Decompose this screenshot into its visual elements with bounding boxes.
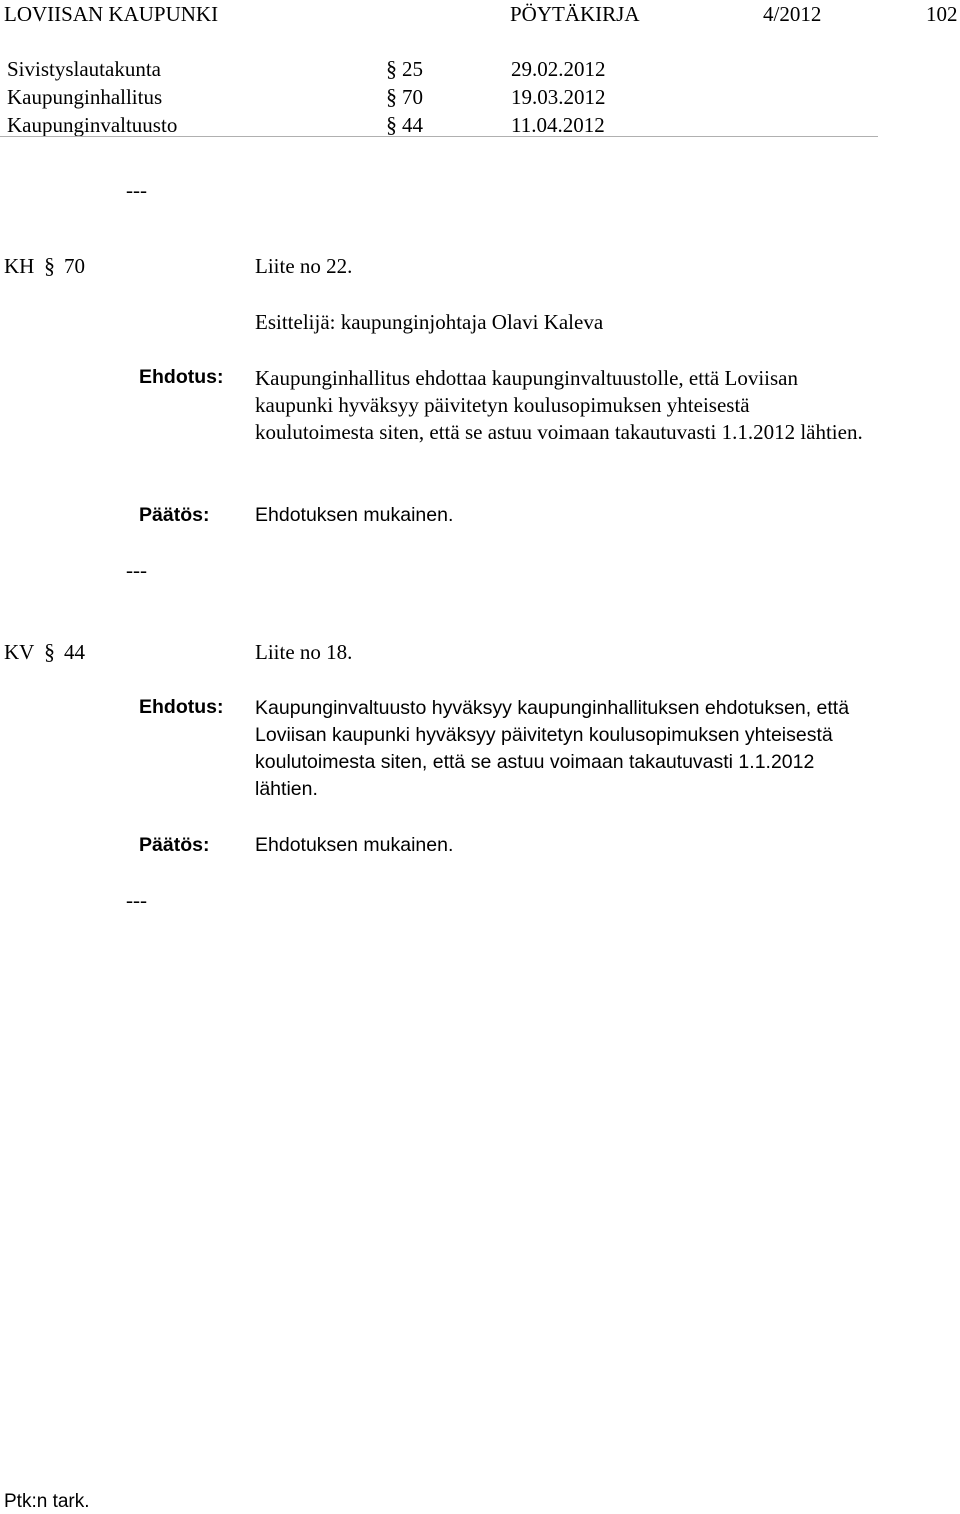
kv-decision-label: Päätös: bbox=[139, 834, 210, 856]
separator-1: --- bbox=[126, 178, 147, 202]
header-rule bbox=[0, 136, 878, 137]
doc-number: 4/2012 bbox=[763, 2, 822, 26]
separator-2: --- bbox=[126, 558, 147, 582]
body-date-2: 19.03.2012 bbox=[511, 85, 606, 109]
kv-proposal-text: Kaupunginvaltuusto hyväksyy kaupunginhallituksen ehdotuksen, että Loviisan kaupunki hyväksyy päivitetyn koulusopimuksen yhteisestä koulutoimesta siten, että se astuu voimaan takautuvasti 1.1.2012 lähtien. bbox=[255, 697, 850, 800]
kh-decision-label: Päätös: bbox=[139, 504, 210, 526]
kv-section-sign: § bbox=[44, 639, 55, 664]
body-section-3: 44 bbox=[402, 113, 423, 137]
body-date-1: 29.02.2012 bbox=[511, 57, 606, 81]
kh-proposal-label: Ehdotus: bbox=[139, 366, 224, 388]
body-section-1: 25 bbox=[402, 57, 423, 81]
section-sign-3: § bbox=[386, 112, 397, 137]
kh-attachment: Liite no 22. bbox=[255, 254, 353, 278]
kh-decision-text: Ehdotuksen mukainen. bbox=[255, 504, 454, 526]
kv-decision-text: Ehdotuksen mukainen. bbox=[255, 834, 454, 856]
org-name: LOVIISAN KAUPUNKI bbox=[4, 2, 219, 26]
kh-section-number: 70 bbox=[64, 254, 85, 278]
kv-proposal-label: Ehdotus: bbox=[139, 696, 224, 718]
body-section-2: 70 bbox=[402, 85, 423, 109]
body-name-1: Sivistyslautakunta bbox=[7, 57, 161, 81]
kh-presenter: Esittelijä: kaupunginjohtaja Olavi Kaleva bbox=[255, 310, 604, 334]
kh-proposal-text: Kaupunginhallitus ehdottaa kaupunginvaltuustolle, että Loviisan kaupunki hyväksyy päivitetyn koulusopimuksen yhteisestä koulutoimesta siten, että se astuu voimaan takautuvasti 1.1.2012 lähtien. bbox=[255, 366, 863, 444]
footer-text: Ptk:n tark. bbox=[4, 1491, 90, 1512]
body-name-3: Kaupunginvaltuusto bbox=[7, 113, 178, 137]
body-name-2: Kaupunginhallitus bbox=[7, 85, 163, 109]
kh-section-sign: § bbox=[44, 253, 55, 278]
section-sign-2: § bbox=[386, 84, 397, 109]
kv-attachment: Liite no 18. bbox=[255, 640, 353, 664]
doc-type: PÖYTÄKIRJA bbox=[510, 2, 640, 26]
body-date-3: 11.04.2012 bbox=[511, 113, 605, 137]
separator-3: --- bbox=[126, 888, 147, 912]
kh-label: KH bbox=[4, 254, 35, 278]
kv-section-number: 44 bbox=[64, 640, 85, 664]
page-number: 102 bbox=[926, 2, 958, 26]
kv-label: KV bbox=[4, 640, 35, 664]
section-sign-1: § bbox=[386, 56, 397, 81]
